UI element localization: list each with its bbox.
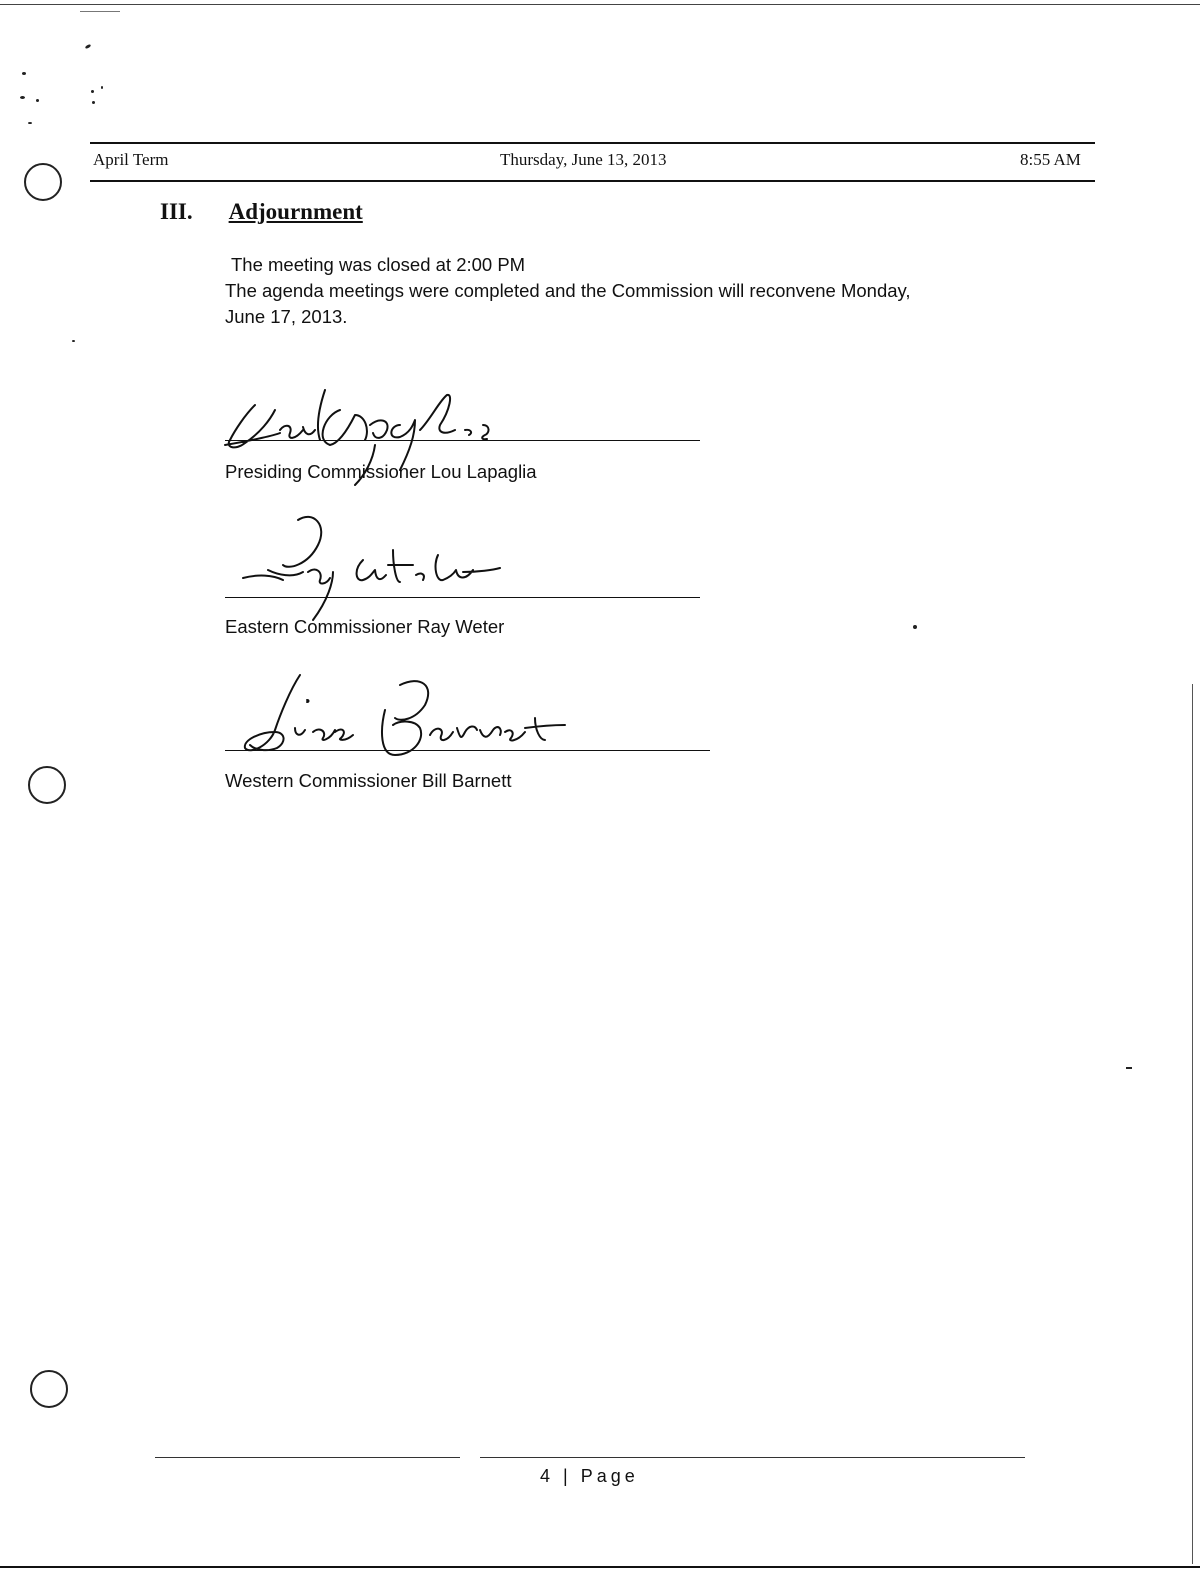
page-separator: | — [563, 1466, 572, 1486]
signature-line-presiding — [225, 440, 700, 441]
section-number: III. — [160, 199, 193, 224]
scan-speck — [92, 101, 95, 104]
body-line-reconvene: The agenda meetings were completed and the Commission will reconvene Monday, — [225, 280, 911, 301]
signature-ray-weter — [238, 510, 518, 630]
scan-speck — [913, 625, 917, 629]
scan-speck — [72, 340, 75, 342]
page-word: Page — [580, 1466, 639, 1486]
header-rule-bottom — [90, 180, 1095, 182]
body-line-closing-time: The meeting was closed at 2:00 PM — [231, 254, 526, 275]
scan-mark-top — [80, 11, 120, 12]
scan-speck — [1126, 1067, 1132, 1069]
signature-line-western — [225, 750, 710, 751]
scan-speck — [20, 96, 25, 99]
punch-hole-bottom — [30, 1370, 68, 1408]
section-title: Adjournment — [228, 199, 363, 224]
header-date: Thursday, June 13, 2013 — [500, 150, 667, 169]
footer-rule-right — [480, 1457, 1025, 1458]
presiding-commissioner-label: Presiding Commissioner Lou Lapaglia — [225, 461, 537, 482]
scan-speck — [36, 99, 39, 102]
page-number: 4 — [540, 1466, 555, 1486]
western-commissioner-label: Western Commissioner Bill Barnett — [225, 770, 512, 791]
signature-line-eastern — [225, 597, 700, 598]
footer-rule-left — [155, 1457, 460, 1458]
scan-speck — [91, 90, 94, 93]
scan-speck — [101, 86, 103, 89]
scan-edge-bottom — [0, 1566, 1200, 1568]
header-rule-top — [90, 142, 1095, 144]
page-footer — [540, 1466, 639, 1487]
header-time: 8:55 AM — [1020, 150, 1081, 169]
punch-hole-top — [24, 163, 62, 201]
adjournment-text — [225, 252, 1005, 330]
scan-speck — [85, 44, 92, 50]
eastern-commissioner-label: Eastern Commissioner Ray Weter — [225, 616, 505, 637]
scan-speck — [22, 72, 26, 75]
scan-edge-right — [1192, 684, 1193, 1564]
signature-bill-barnett — [235, 670, 585, 770]
scan-speck — [28, 122, 32, 124]
scan-edge-top — [0, 4, 1200, 5]
body-line-date: June 17, 2013. — [225, 306, 348, 327]
punch-hole-middle — [28, 766, 66, 804]
section-heading — [160, 199, 363, 225]
header-term: April Term — [93, 150, 169, 169]
